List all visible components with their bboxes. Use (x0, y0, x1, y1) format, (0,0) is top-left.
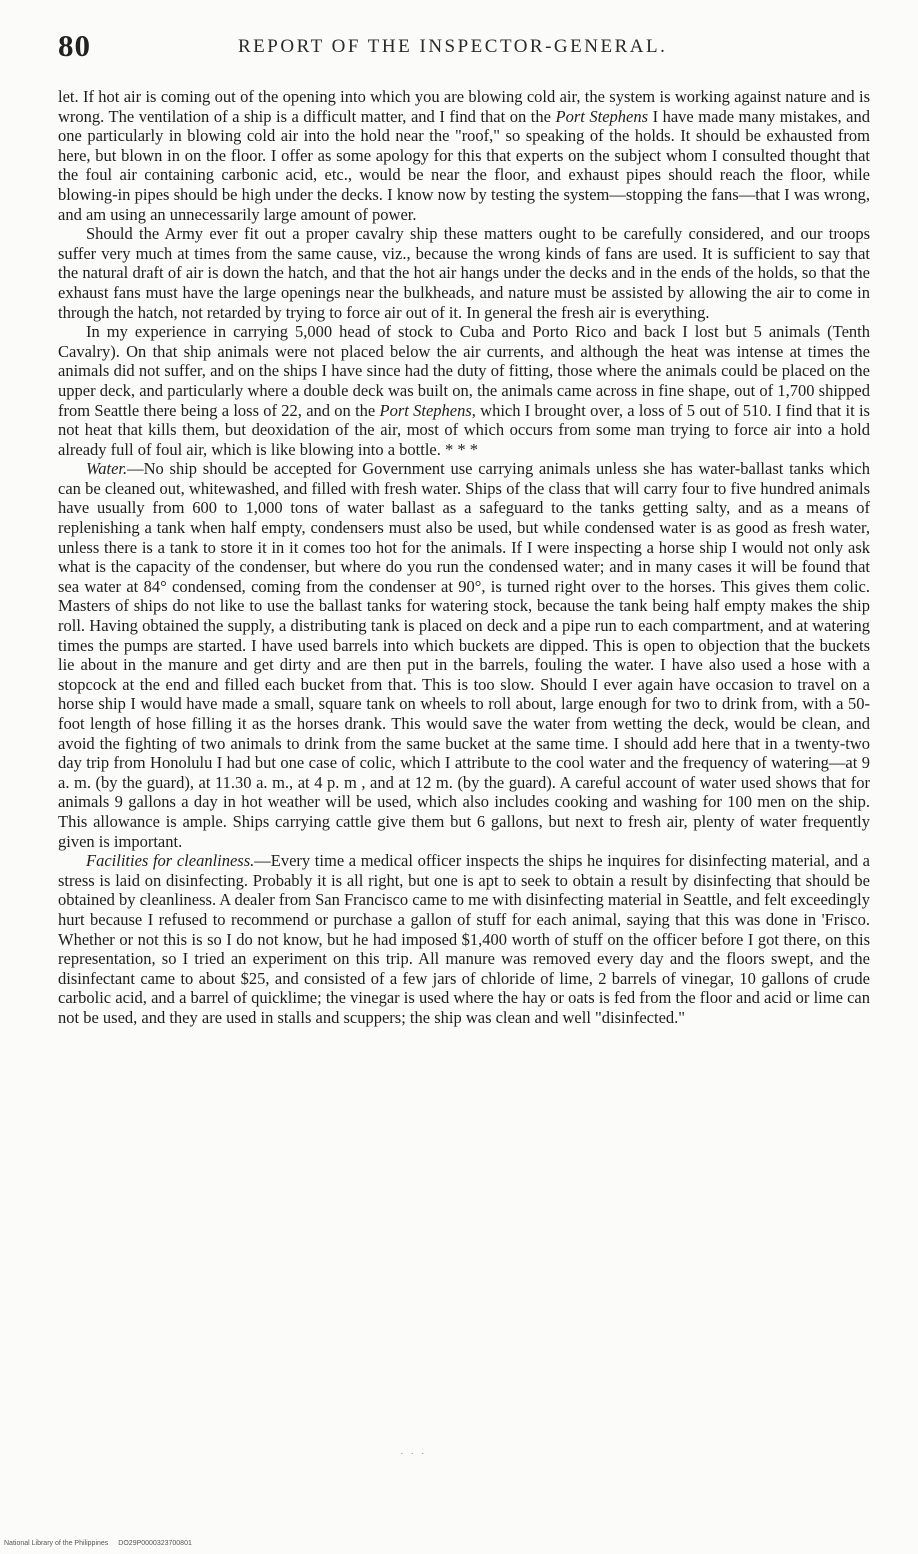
paragraph-water (58, 459, 870, 851)
paragraph-cleanliness-text: —Every time a medical officer inspects the ships he inquires for disinfecting material, and a stress is laid on disinfecting. Probably it is all right, but one is apt to seek to obtain a result by disinfecting that should be obtained by cleanliness. A dealer from San Francisco came to me with disinfecting material in Seattle, and felt exceedingly hurt because I refused to recommend or purchase a gallon of stuff for each animal, saying that this was done in 'Frisco. Whether or not this is so I do not know, but he had imposed $1,400 worth of stuff on the officer before I got there, on this representation, so I tried an experiment on this trip. All manure was removed every day and the floors swept, and the disinfectant came to about $25, and consisted of a few jars of chloride of lime, 2 barrels of vinegar, 10 gallons of crude carbolic acid, and a barrel of quicklime; the vinegar is used where the hay or oats is fed from the floor and acid or lime can not be used, and they are used in stalls and scuppers; the ship was clean and well "disinfected." (58, 851, 870, 1027)
scan-footer (4, 1540, 192, 1547)
bleed-through-mark: · · · (400, 1448, 427, 1460)
section-heading-cleanliness: Facilities for cleanliness. (86, 851, 255, 871)
paragraph-ventilation: let. If hot air is coming out of the opening into which you are blowing cold air, the system is working against nature and is wrong. The ventilation of a ship is a difficult matter, and I find that on the Port Stephens I have made many mistakes, and one particularly in blowing cold air into the hold near the "roof," so speaking of the holds. It should be exhausted from here, but blown in on the floor. I offer as some apology for this that experts on the subject whom I consulted thought that the foul air containing carbonic acid, etc., would be near the floor, and exhaust pipes should reach the floor, while blowing-in pipes should be high under the decks. I know now by testing the system—stopping the fans—that I was wrong, and am using an unnecessarily large amount of power. (58, 87, 870, 224)
page-number: 80 (58, 28, 91, 63)
paragraph-water-text: —No ship should be accepted for Government use carrying animals unless she has water-ballast tanks which can be cleaned out, whitewashed, and filled with fresh water. Ships of the class that will carry four to five hundred animals have usually from 600 to 1,000 tons of water ballast as a safeguard to the tanks getting salty, and as a means of replenishing a tank when half empty, condensers must also be used, but while condensed water is as good as fresh water, unless there is a tank to store it in it comes too hot for the animals. If I were inspecting a horse ship I would not only ask what is the capacity of the condenser, but where do you run the condensed water; and in many cases it will be found that sea water at 84° condensed, coming from the condenser at 90°, is turned right over to the horses. This gives them colic. Masters of ships do not like to use the ballast tanks for watering stock, because the tank being half empty makes the ship roll. Having obtained the supply, a distributing tank is placed on deck and a pipe run to each compartment, and at watering times the pumps are started. I have used barrels into which buckets are dipped. This is open to objection that the buckets lie about in the manure and get dirty and are then put in the barrels, fouling the water. I have also used a hose with a stopcock at the end and filled each bucket from that. This is too slow. Should I ever again have occasion to travel on a horse ship I would have made a small, square tank on wheels to roll about, large enough for two to drink from, with a 50-foot length of hose filling it as the horses drank. This would save the water from wetting the deck, would be clean, and avoid the fighting of two animals to drink from the same bucket at the same time. I should add here that in a twenty-two day trip from Honolulu I had but one case of colic, which I attribute to the cool water and the frequency of watering—at 9 a. m. (by the guard), at 11.30 a. m., at 4 p. m , and at 12 m. (by the guard). A careful account of water used shows that for animals 9 gallons a day in hot weather will be used, which also includes cooking and washing for 100 men on the ship. This allowance is ample. Ships carrying cattle give them but 6 gallons, but next to fresh air, plenty of water frequently given is important. (58, 459, 870, 851)
document-identifier: DO29P0000323700801 (118, 1540, 192, 1547)
paragraph-cleanliness (58, 851, 870, 1027)
ship-name: Port Stephens (555, 106, 649, 126)
section-heading-water: Water. (86, 459, 128, 479)
paragraph-cavalry-ship: Should the Army ever fit out a proper cavalry ship these matters ought to be carefully considered, and our troops suffer very much at times from the same cause, viz., because the wrong kinds of fans are used. It is sufficient to say that the natural draft of air is down the hatch, and that the hot air hangs under the decks and in the ends of the holds, so that the exhaust fans must have the large openings near the bulkheads, and nature must be assisted by allowing the air to come in through the hatch, not retarded by trying to force air out of it. In general the fresh air is everything. (58, 224, 870, 322)
body-text (58, 87, 870, 1028)
page-header (0, 0, 918, 80)
ship-name: Port Stephens (379, 400, 472, 420)
paragraph-experience: In my experience in carrying 5,000 head of stock to Cuba and Porto Rico and back I lost but 5 animals (Tenth Cavalry). On that ship animals were not placed below the air currents, and although the heat was intense at times the animals did not suffer, and on the ships I have since had the duty of fitting, those where the animals could be placed on the upper deck, and particularly where a double deck was built on, the animals came across in fine shape, out of 1,700 shipped from Seattle there being a loss of 22, and on the Port Stephens, which I brought over, a loss of 5 out of 510. I find that it is not heat that kills them, but deoxidation of the air, most of which occurs from some man trying to force air into a hold already full of foul air, which is like blowing into a bottle. * * * (58, 322, 870, 459)
running-head: REPORT OF THE INSPECTOR-GENERAL. (238, 36, 668, 57)
library-credit: National Library of the Philippines (4, 1540, 109, 1547)
